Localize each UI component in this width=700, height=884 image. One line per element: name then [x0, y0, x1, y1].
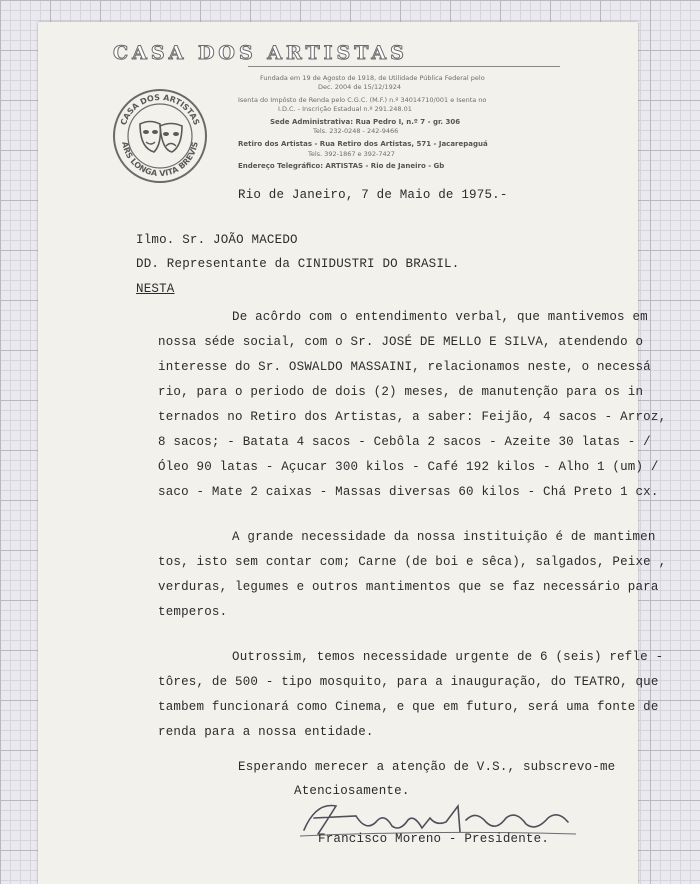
seat-address-line: Sede Administrativa: Rua Pedro I, n.º 7 - gr. 306: [270, 118, 461, 126]
founded-line: Fundada em 19 de Agosto de 1918, de Utilidade Pública Federal pelo: [260, 74, 485, 82]
body-line: rio, para o periodo de dois (2) meses, de manutenção para os in: [158, 385, 644, 399]
retiro-address-line: Retiro dos Artistas - Rua Retiro dos Artistas, 571 - Jacarepaguá: [238, 140, 488, 148]
closing-salutation: Atenciosamente.: [294, 784, 410, 798]
body-line: saco - Mate 2 caixas - Massas diversas 60 kilos - Chá Preto 1 cx.: [158, 485, 659, 499]
svg-text:ARS LONGA VITA BREVIS: ARS LONGA VITA BREVIS: [120, 140, 200, 179]
body-line: nossa séde social, com o Sr. JOSÉ DE MELLO E SILVA, atendendo o: [158, 335, 644, 349]
body-line: interesse do Sr. OSWALDO MASSAINI, relacionamos neste, o necessá: [158, 360, 651, 374]
telegraphic-address-line: Endereço Telegráfico: ARTISTAS - Rio de Janeiro - Gb: [238, 162, 445, 170]
body-line: Óleo 90 latas - Açucar 300 kilos - Café 192 kilos - Alho 1 (um) /: [158, 460, 659, 474]
tax-line: Isenta do Impôsto de Renda pelo C.G.C. (M.F.) n.º 34014710/001 e Isenta no: [238, 96, 487, 104]
signature-name: Francisco Moreno - Presidente.: [318, 832, 550, 846]
letterhead-title: CASA DOS ARTISTAS: [113, 42, 408, 64]
body-line: temperos.: [158, 605, 228, 619]
letterhead-rule: [248, 66, 560, 67]
seat-phone-line: Tels. 232-0248 - 242-9466: [313, 127, 399, 135]
body-line: tambem funcionará como Cinema, e que em futuro, será uma fonte de: [158, 700, 659, 714]
body-line: 8 sacos; - Batata 4 sacos - Cebôla 2 sacos - Azeite 30 latas - /: [158, 435, 651, 449]
closing-line: Esperando merecer a atenção de V.S., subscrevo-me: [238, 760, 616, 774]
tax-registration-line: I.D.C. - Inscrição Estadual n.º 291.248.01: [278, 105, 412, 113]
body-line: tos, isto sem contar com; Carne (de boi e sêca), salgados, Peixe ,: [158, 555, 667, 569]
letter-sheet: [38, 22, 667, 884]
body-line: A grande necessidade da nossa instituição é de mantimen: [232, 530, 656, 544]
body-line: renda para a nossa entidade.: [158, 725, 374, 739]
addressee-line: Ilmo. Sr. JOÃO MACEDO: [136, 233, 298, 247]
body-line: Outrossim, temos necessidade urgente de 6 (seis) refle -: [232, 650, 664, 664]
representative-line: DD. Representante da CINIDUSTRI DO BRASIL.: [136, 257, 460, 271]
founded-decree-line: Dec. 2004 de 15/12/1924: [318, 83, 401, 91]
body-line: verduras, legumes e outros mantimentos que se faz necessário para: [158, 580, 659, 594]
svg-text:CASA DOS ARTISTAS: CASA DOS ARTISTAS: [118, 92, 202, 127]
letter-date: Rio de Janeiro, 7 de Maio de 1975.-: [238, 188, 508, 202]
body-line: ternados no Retiro dos Artistas, a saber: Feijão, 4 sacos - Arroz,: [158, 410, 667, 424]
body-line: tôres, de 500 - tipo mosquito, para a inauguração, do TEATRO, que: [158, 675, 659, 689]
retiro-phone-line: Tels. 392-1867 e 392-7427: [308, 150, 395, 158]
theatre-masks-seal-icon: [110, 86, 210, 186]
nesta-line: NESTA: [136, 282, 175, 296]
body-line: De acôrdo com o entendimento verbal, que mantivemos em: [232, 310, 648, 324]
